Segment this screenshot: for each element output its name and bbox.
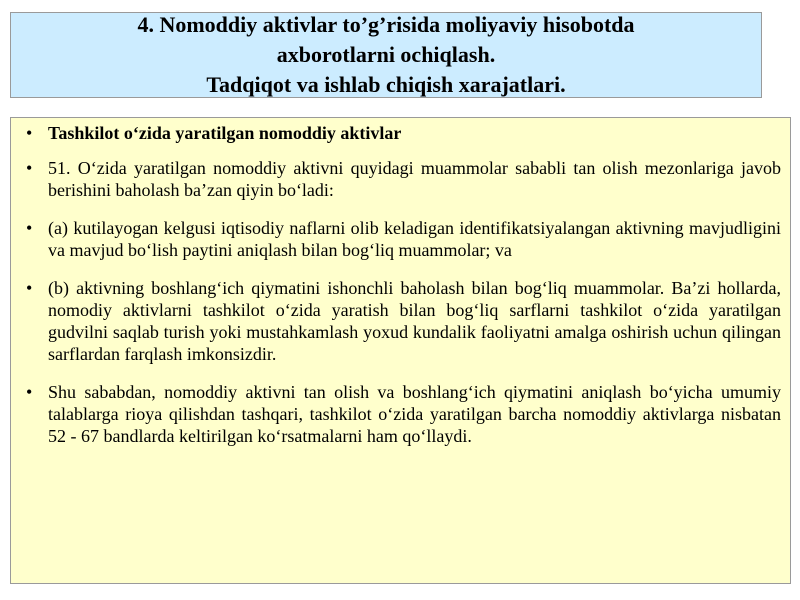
bullet-icon: • [26, 123, 33, 143]
list-item-text: (a) kutilayogan kelgusi iqtisodiy naflarni olib keladigan identifikatsiyalangan aktivning mavjudligini va mavjud bo‘lish paytini aniqlash bilan bog‘liq muammolar; va [48, 218, 781, 260]
list-item-text: Tashkilot o‘zida yaratilgan nomoddiy aktivlar [48, 123, 402, 143]
content-box [10, 117, 791, 584]
bullet-icon: • [26, 218, 33, 238]
title-line: Tadqiqot va ishlab chiqish xarajatlari. [206, 72, 566, 97]
bullet-icon: • [26, 382, 33, 402]
title-box [10, 12, 762, 98]
list-item-text: (b) aktivning boshlang‘ich qiymatini ishonchli baholash bilan bog‘liq muammolar. Ba’zi hollarda, nomodiy aktivlarni tashkilot o‘zida yaratish bilan bog‘liq sarflarni tashkilot o‘zida yaratilgan gudvilni saqlab turish yoki mustahkamlash yoxud kundalik faoliyatni amalga oshirish uchun qilingan sarflardan farqlash imkonsizdir. [48, 278, 781, 364]
list-item-text: 51. O‘zida yaratilgan nomoddiy aktivni quyidagi muammolar sababli tan olish mezonlariga javob berishini baholash ba’zan qiyin bo‘ladi: [48, 158, 781, 200]
list-item [20, 157, 781, 201]
list-item [20, 277, 781, 365]
title-line: axborotlarni ochiqlash. [276, 42, 496, 67]
list-item-text: Shu sababdan, nomoddiy aktivni tan olish va boshlang‘ich qiymatini aniqlash bo‘yicha umumiy talablarga rioya qilishdan tashqari, tashkilot o‘zida yaratilgan barcha nomoddiy aktivlarga nisbatan 52 - 67 bandlarda keltirilgan ko‘rsatmalarni ham qo‘llaydi. [48, 382, 781, 446]
list-item [20, 122, 781, 144]
list-item [20, 217, 781, 261]
slide-title [137, 10, 634, 100]
bullet-icon: • [26, 158, 33, 178]
bullet-list [20, 122, 781, 447]
bullet-icon: • [26, 278, 33, 298]
list-item [20, 381, 781, 447]
title-line: 4. Nomoddiy aktivlar to’g’risida moliyaviy hisobotda [137, 12, 635, 37]
